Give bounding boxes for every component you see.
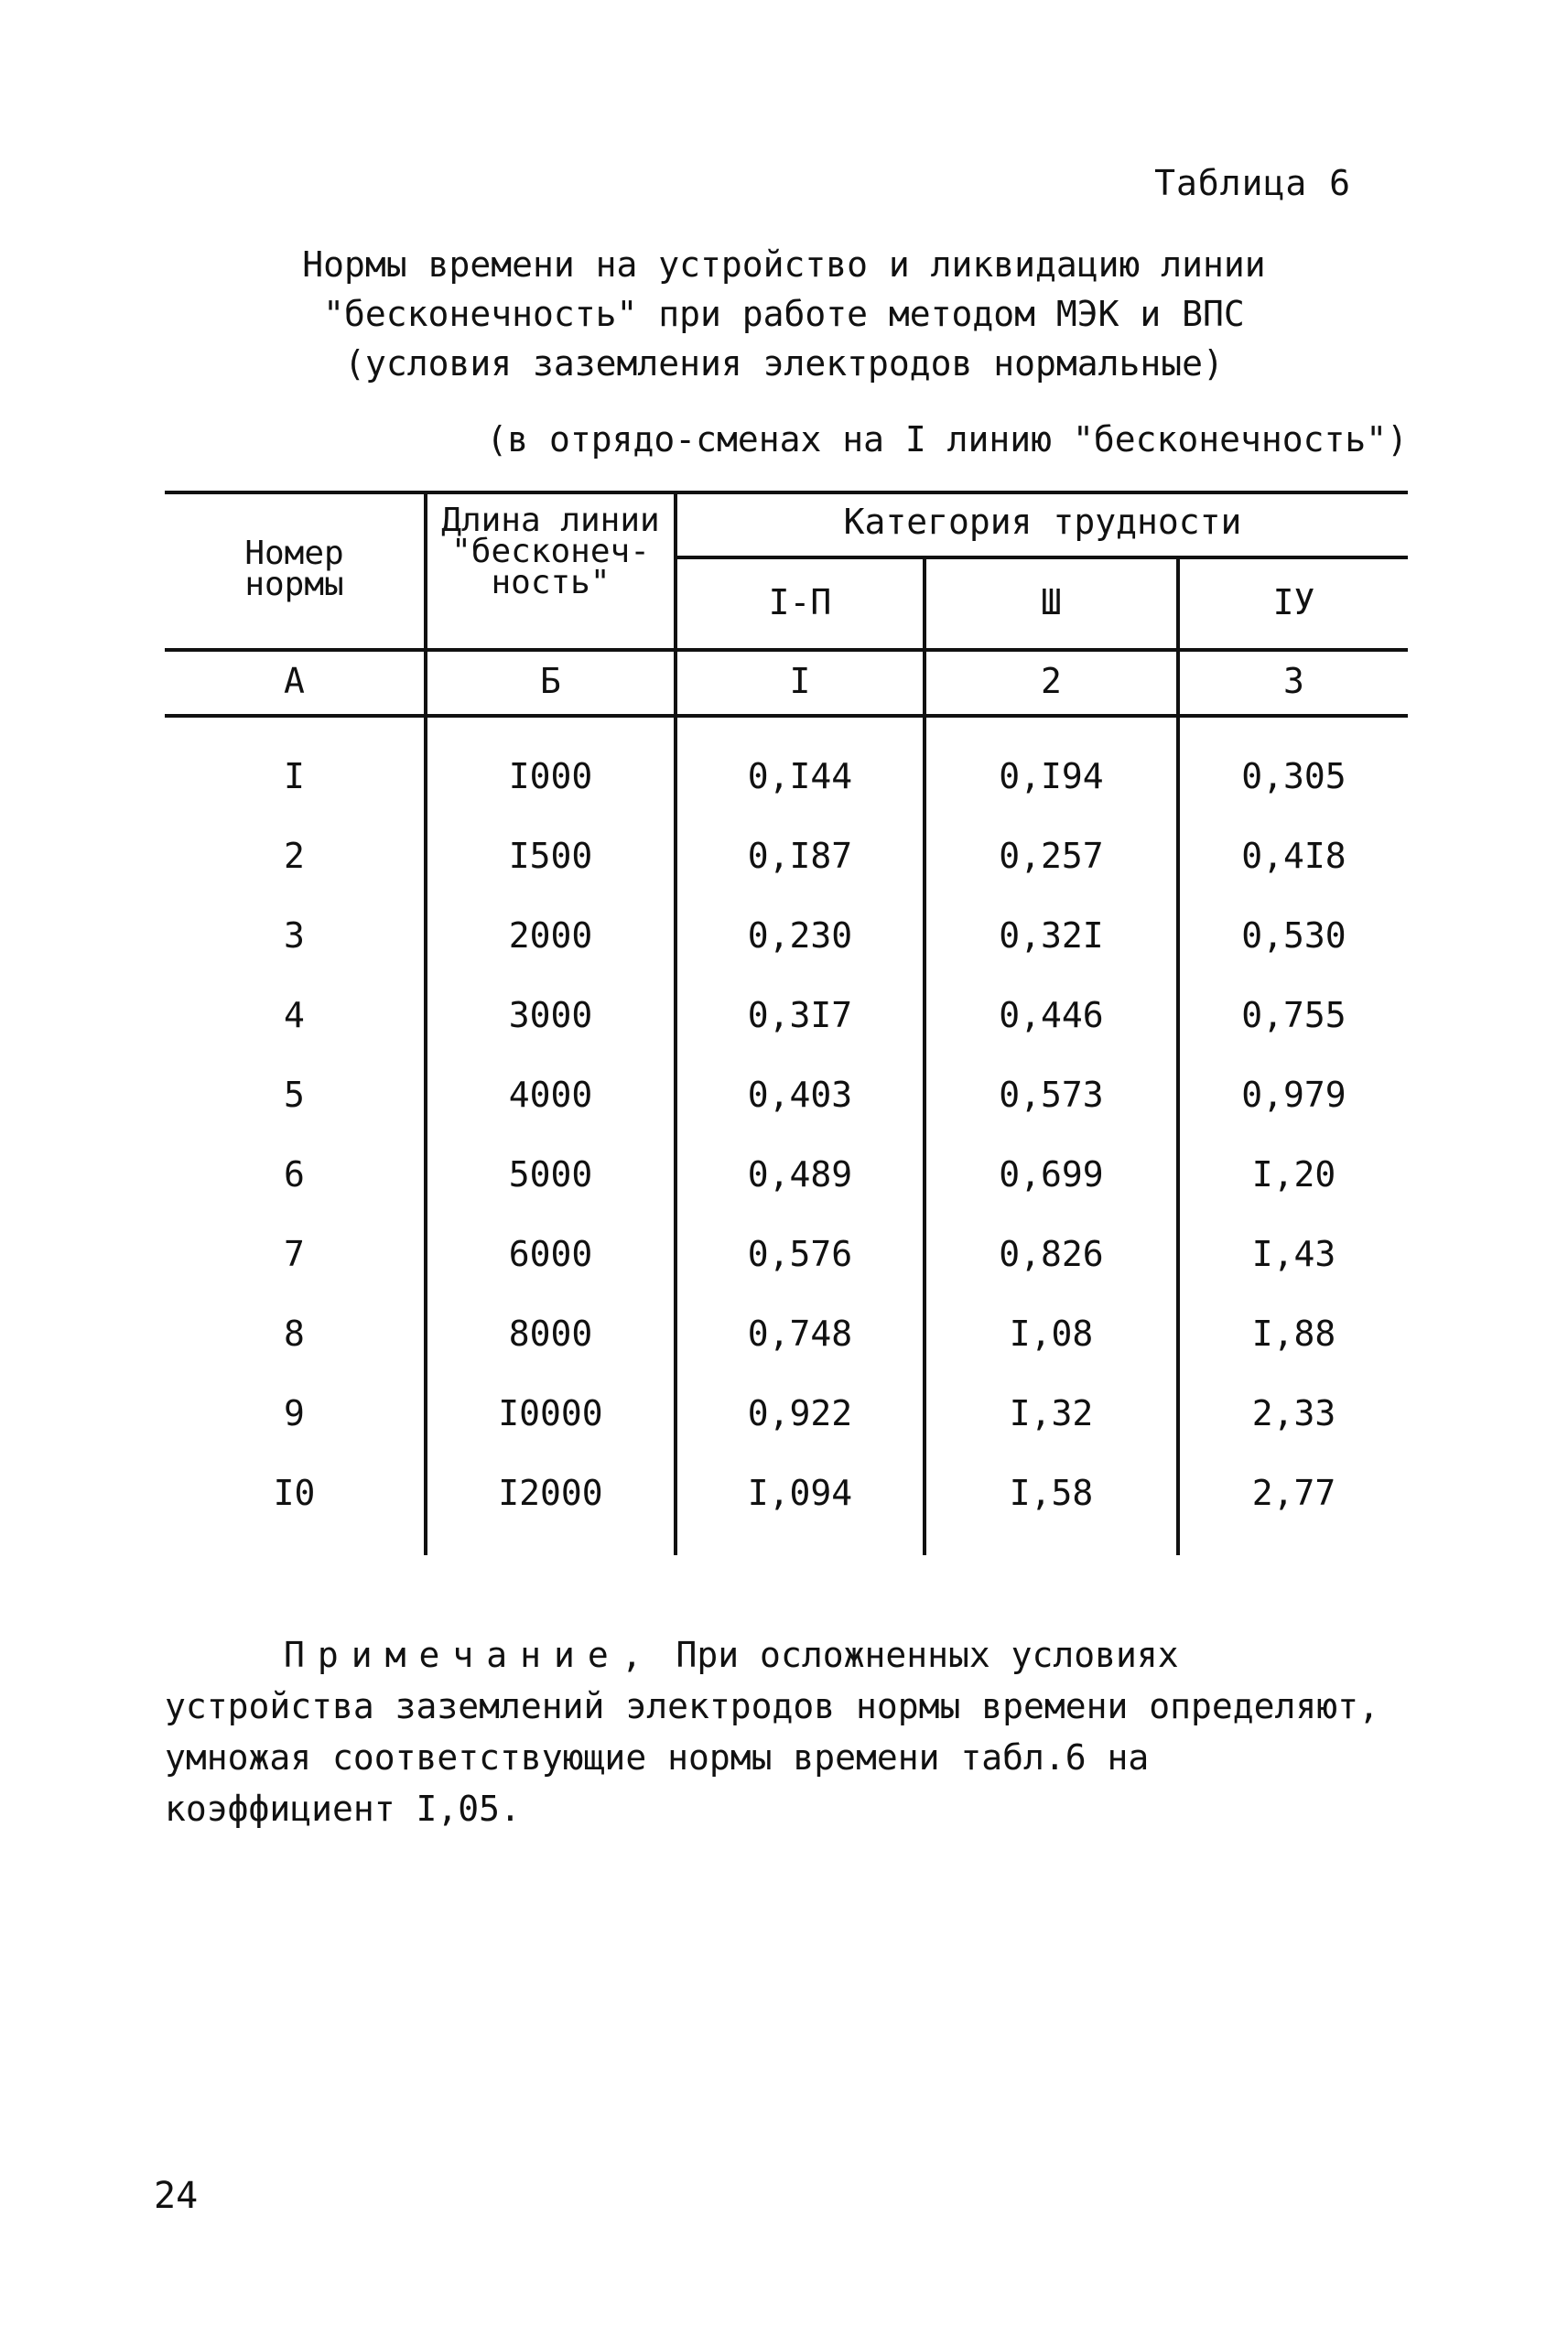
- cell-category-1: 0,I44: [747, 756, 853, 796]
- cell-category-3: I,20: [1251, 1154, 1336, 1195]
- header-norm-number: [165, 535, 424, 603]
- title-line-2: "бесконечность" при работе методом МЭК и ВПС: [323, 294, 1245, 334]
- cell-line-length: 5000: [508, 1154, 593, 1195]
- cell-category-2: I,32: [1009, 1393, 1094, 1433]
- header-line-length: [427, 502, 674, 601]
- cell-category-3: 0,530: [1241, 915, 1346, 956]
- cell-norm-number: I: [284, 756, 305, 796]
- cell-norm-number: 7: [284, 1234, 305, 1274]
- cell-category-1: 0,I87: [747, 836, 853, 876]
- norms-table: [165, 491, 1408, 1555]
- cell-category-3: I,43: [1251, 1234, 1336, 1274]
- cell-line-length: I000: [508, 756, 593, 796]
- header-line-length-line-1: Длина линии: [441, 502, 660, 539]
- cell-line-length: 2000: [508, 915, 593, 956]
- cell-norm-number: 2: [284, 836, 305, 876]
- cell-category-1: 0,489: [747, 1154, 853, 1195]
- units-note: (в отрядо-сменах на I линию "бесконечность"): [486, 419, 1408, 460]
- cell-category-2: I,58: [1009, 1473, 1094, 1513]
- header-line-length-line-2: "бесконеч-: [451, 533, 650, 570]
- cell-category-1: 0,922: [747, 1393, 853, 1433]
- cell-category-1: 0,230: [747, 915, 853, 956]
- cell-norm-number: 5: [284, 1075, 305, 1115]
- index-cell: Б: [540, 661, 561, 701]
- cell-category-1: 0,748: [747, 1314, 853, 1354]
- cell-category-3: 0,979: [1241, 1075, 1346, 1115]
- header-category-1: I-П: [768, 582, 832, 622]
- category-rule: [674, 556, 1408, 559]
- cell-norm-number: 9: [284, 1393, 305, 1433]
- note-text: При осложненных условиях устройства заземлений электродов нормы времени определяют, умножая соответствующие нормы времени табл.6 на коэффициент I,05.: [165, 1635, 1379, 1829]
- cell-category-2: 0,573: [999, 1075, 1104, 1115]
- cell-category-2: 0,257: [999, 836, 1104, 876]
- table-top-rule: [165, 491, 1408, 494]
- table-title: [229, 240, 1339, 388]
- cell-category-3: 0,305: [1241, 756, 1346, 796]
- header-difficulty-category: Категория трудности: [843, 502, 1242, 542]
- index-row-rule: [165, 714, 1408, 718]
- index-cell: 2: [1041, 661, 1062, 701]
- cell-category-2: 0,I94: [999, 756, 1104, 796]
- index-cell: А: [284, 661, 305, 701]
- cell-norm-number: I0: [273, 1473, 316, 1513]
- cell-category-2: 0,826: [999, 1234, 1104, 1274]
- cell-category-1: I,094: [747, 1473, 853, 1513]
- cell-category-3: I,88: [1251, 1314, 1336, 1354]
- header-bottom-rule: [165, 648, 1408, 652]
- page-number: 24: [154, 2175, 199, 2217]
- table-note: [165, 1629, 1391, 1834]
- cell-category-2: I,08: [1009, 1314, 1094, 1354]
- table-label: Таблица 6: [1154, 163, 1351, 203]
- cell-category-2: 0,699: [999, 1154, 1104, 1195]
- cell-category-3: 2,33: [1251, 1393, 1336, 1433]
- cell-category-3: 0,755: [1241, 995, 1346, 1035]
- cell-line-length: I0000: [498, 1393, 603, 1433]
- cell-line-length: 3000: [508, 995, 593, 1035]
- cell-category-2: 0,446: [999, 995, 1104, 1035]
- cell-norm-number: 4: [284, 995, 305, 1035]
- cell-line-length: 4000: [508, 1075, 593, 1115]
- header-norm-number-line-2: нормы: [244, 566, 344, 603]
- header-line-length-line-3: ность": [491, 564, 611, 601]
- header-norm-number-line-1: Номер: [244, 535, 344, 572]
- index-cell: 3: [1283, 661, 1304, 701]
- cell-category-1: 0,576: [747, 1234, 853, 1274]
- cell-line-length: 6000: [508, 1234, 593, 1274]
- cell-category-1: 0,3I7: [747, 995, 853, 1035]
- title-line-3: (условия заземления электродов нормальные): [344, 343, 1224, 384]
- header-category-3: IУ: [1272, 582, 1315, 622]
- cell-category-2: 0,32I: [999, 915, 1104, 956]
- cell-category-1: 0,403: [747, 1075, 853, 1115]
- cell-line-length: I2000: [498, 1473, 603, 1513]
- cell-category-3: 0,4I8: [1241, 836, 1346, 876]
- index-cell: I: [789, 661, 811, 701]
- cell-category-3: 2,77: [1251, 1473, 1336, 1513]
- cell-norm-number: 6: [284, 1154, 305, 1195]
- header-category-2: Ш: [1041, 582, 1062, 622]
- title-line-1: Нормы времени на устройство и ликвидацию линии: [302, 244, 1266, 285]
- cell-norm-number: 3: [284, 915, 305, 956]
- cell-line-length: 8000: [508, 1314, 593, 1354]
- cell-norm-number: 8: [284, 1314, 305, 1354]
- note-label: Примечание,: [284, 1635, 655, 1675]
- cell-line-length: I500: [508, 836, 593, 876]
